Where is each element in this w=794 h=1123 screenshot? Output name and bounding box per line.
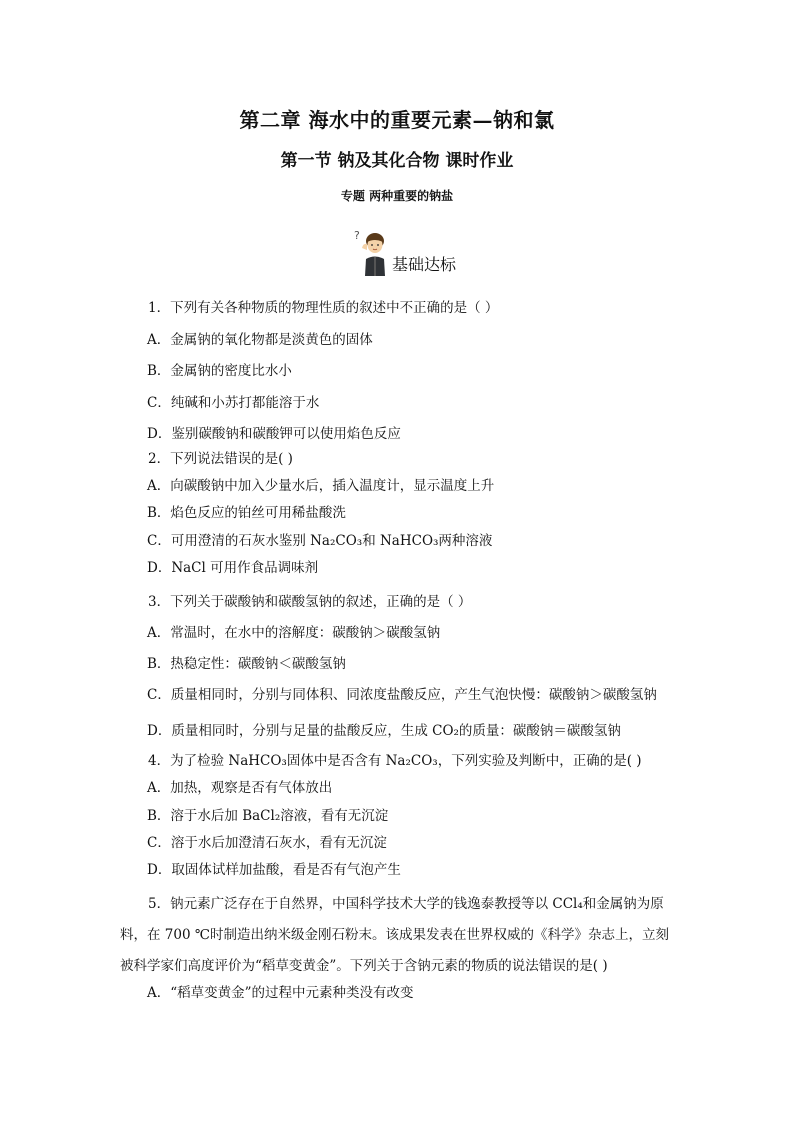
topic-subtitle: 专题 两种重要的钠盐 [340, 189, 454, 203]
question-1-option-a: A．金属钠的氧化物都是淡黄色的固体 [147, 332, 373, 348]
chapter-title: 第二章 海水中的重要元素—钠和氯 [239, 108, 555, 132]
question-2-option-a: A．向碳酸钠中加入少量水后，插入温度计，显示温度上升 [147, 478, 495, 494]
question-4-stem: 4．为了检验 NaHCO₃固体中是否含有 Na₂CO₃，下列实验及判断中，正确的是( ) [148, 753, 642, 769]
section-label: 基础达标 [392, 255, 457, 274]
question-5-stem-line-3: 被科学家们高度评价为“稻草变黄金”。下列关于含钠元素的物质的说法错误的是( ) [120, 958, 608, 974]
question-3-stem: 3．下列关于碳酸钠和碳酸氢钠的叙述，正确的是（ ） [148, 594, 472, 610]
question-2-option-b: B．焰色反应的铂丝可用稀盐酸洗 [147, 505, 346, 521]
question-1-stem: 1．下列有关各种物质的物理性质的叙述中不正确的是（ ） [148, 300, 499, 316]
question-3-option-c: C．质量相同时，分别与同体积、同浓度盐酸反应，产生气泡快慢：碳酸钠＞碳酸氢钠 [147, 687, 657, 703]
question-1-option-b: B．金属钠的密度比水小 [147, 363, 292, 379]
section-title: 第一节 钠及其化合物 课时作业 [280, 151, 514, 171]
question-4-option-b: B．溶于水后加 BaCl₂溶液，看有无沉淀 [147, 808, 389, 824]
question-2-option-d: D．NaCl 可用作食品调味剂 [147, 560, 319, 576]
svg-text:?: ? [354, 229, 360, 242]
question-3-option-b: B．热稳定性：碳酸钠＜碳酸氢钠 [147, 656, 346, 672]
question-3-option-d: D．质量相同时，分别与足量的盐酸反应，生成 CO₂的质量：碳酸钠＝碳酸氢钠 [147, 723, 621, 739]
question-5-option-a: A．“稻草变黄金”的过程中元素种类没有改变 [147, 985, 414, 1001]
question-5-stem-line-2: 料，在 700 ℃时制造出纳米级金刚石粉末。该成果发表在世界权威的《科学》杂志上，立刻 [120, 927, 669, 943]
question-5-stem-line-1: 5．钠元素广泛存在于自然界，中国科学技术大学的钱逸泰教授等以 CCl₄和金属钠为原 [148, 896, 664, 912]
question-4-option-d: D．取固体试样加盐酸，看是否有气泡产生 [147, 862, 401, 878]
question-1-option-c: C．纯碱和小苏打都能溶于水 [147, 395, 320, 411]
question-4-option-a: A．加热，观察是否有气体放出 [147, 780, 333, 796]
question-2-option-c: C．可用澄清的石灰水鉴别 Na₂CO₃和 NaHCO₃两种溶液 [147, 533, 493, 549]
question-1-option-d: D．鉴别碳酸钠和碳酸钾可以使用焰色反应 [147, 426, 401, 442]
question-2-stem: 2．下列说法错误的是( ) [148, 451, 293, 467]
question-3-option-a: A．常温时，在水中的溶解度：碳酸钠＞碳酸氢钠 [147, 625, 441, 641]
thinking-boy-icon [354, 228, 394, 276]
question-4-option-c: C．溶于水后加澄清石灰水，看有无沉淀 [147, 835, 387, 851]
